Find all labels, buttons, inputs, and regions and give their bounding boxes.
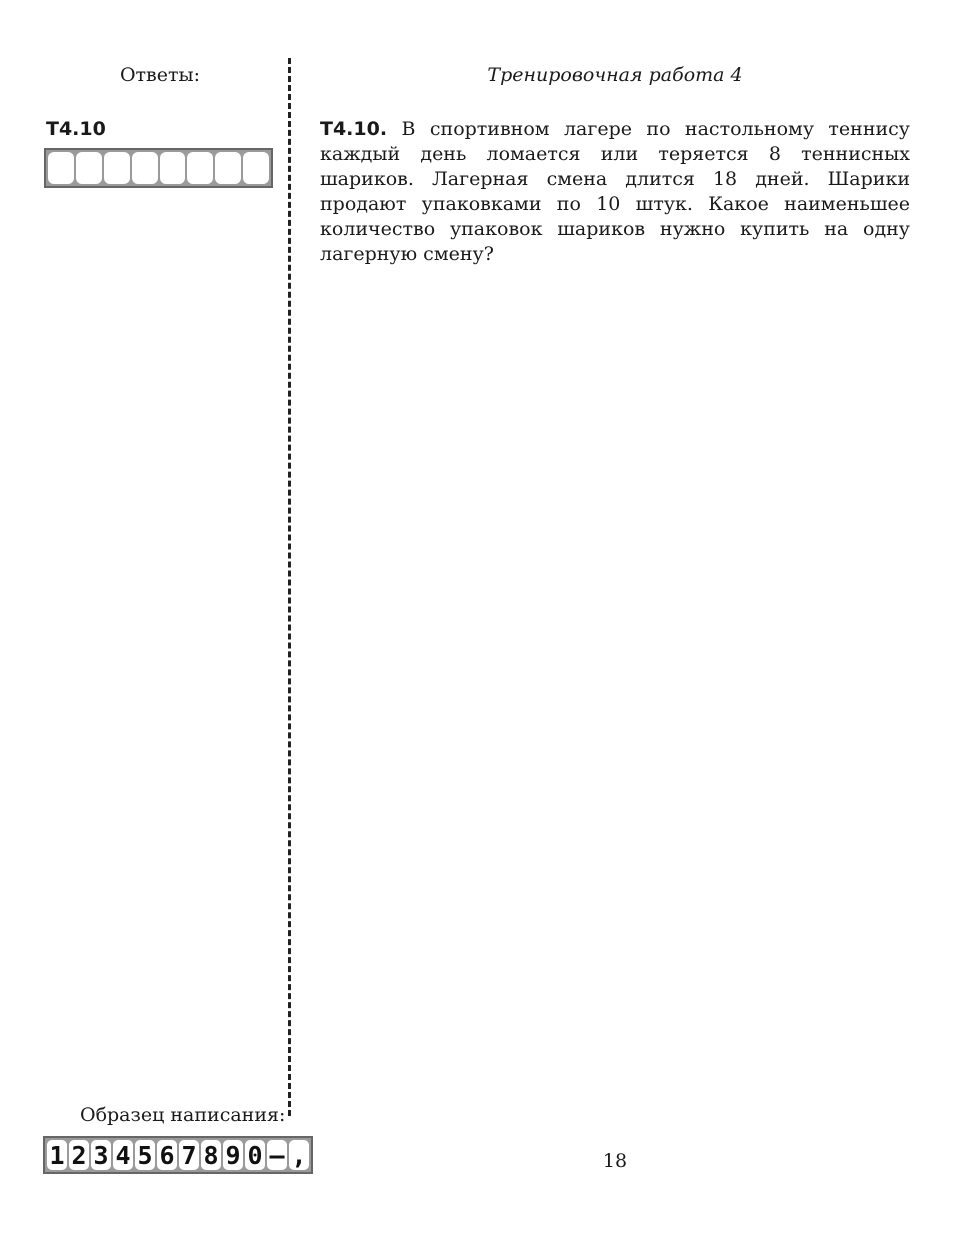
sample-writing-boxes [43, 1136, 313, 1174]
work-title: Тренировочная работа 4 [487, 64, 743, 86]
sample-digit: 3 [91, 1140, 111, 1170]
problem-text: В спортивном лагере по настольному теннису каждый день ломается или теряется 8 теннисных шариков. Лагерная смена длится 18 дней. Шарики продают упаковками по 10 штук. Какое наименьшее количество упаковок шариков нужно купить на одну лагерную смену? [320, 118, 910, 265]
problem-statement [320, 117, 910, 267]
answer-cell[interactable] [187, 152, 213, 184]
sample-digit: 7 [179, 1140, 199, 1170]
sample-digit: 4 [113, 1140, 133, 1170]
sample-digit: 9 [223, 1140, 243, 1170]
page-number: 18 [602, 1150, 628, 1172]
answer-cell[interactable] [243, 152, 269, 184]
answers-heading: Ответы: [119, 64, 201, 86]
answer-cell[interactable] [160, 152, 186, 184]
sample-digit: 1 [47, 1140, 67, 1170]
answer-cell[interactable] [132, 152, 158, 184]
answer-cell[interactable] [76, 152, 102, 184]
sample-digit: 5 [135, 1140, 155, 1170]
cut-line-divider [288, 58, 291, 1116]
answer-cell[interactable] [48, 152, 74, 184]
sample-digit: 8 [201, 1140, 221, 1170]
problem-number: T4.10. [320, 118, 388, 140]
answer-task-label: T4.10 [46, 118, 106, 140]
answer-input-boxes[interactable] [44, 148, 273, 188]
sample-digit: 0 [245, 1140, 265, 1170]
sample-digit: 2 [69, 1140, 89, 1170]
answer-cell[interactable] [104, 152, 130, 184]
sample-digit: 6 [157, 1140, 177, 1170]
sample-comma: , [289, 1140, 309, 1170]
answer-cell[interactable] [215, 152, 241, 184]
sample-dash: – [267, 1140, 287, 1170]
sample-writing-label: Образец написания: [80, 1104, 286, 1126]
